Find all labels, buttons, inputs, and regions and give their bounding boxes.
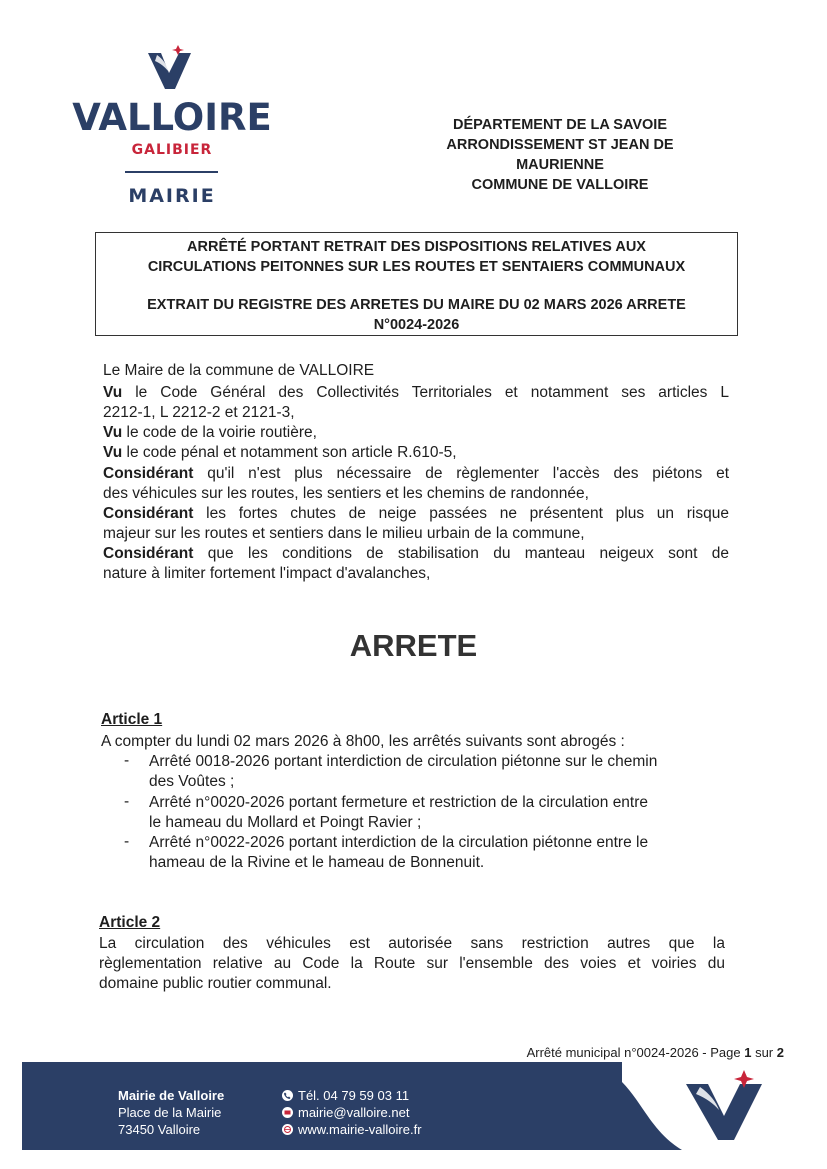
title-line: CIRCULATIONS PEITONNES SUR LES ROUTES ET SENTAIERS COMMUNAUX [147,259,686,275]
footer-phone: Tél. 04 79 59 03 11 [298,1088,410,1103]
page-total: 2 [776,1045,784,1060]
footer-website[interactable]: www.mairie-valloire.fr [298,1122,422,1137]
article1-item-line: des Voûtes ; [149,773,235,790]
phone-icon [282,1090,293,1101]
c3-text-line1: que les conditions de stabilisation du manteau neigeux sont de [207,545,729,562]
department-header [420,115,700,195]
article2-title: Article 2 [99,914,161,931]
registry-number: N°0024-2026 [373,317,460,333]
preamble-considerant2 [103,504,729,524]
dept-line: COMMUNE DE VALLOIRE [471,177,649,193]
c1-text-line2: des véhicules sur les routes, les sentiers et les chemins de randonnée, [103,485,589,502]
article1-item-line: le hameau du Mollard et Poingt Ravier ; [149,814,422,831]
vu-keyword: Vu [103,444,123,461]
preamble-vu2 [103,423,317,443]
considerant-keyword: Considérant [103,505,194,522]
article2-line: domaine public routier communal. [99,975,332,992]
footer-banner [22,1062,805,1150]
page-ref-prefix: Arrêté municipal n°0024-2026 - Page [526,1045,745,1060]
footer-logo-mark [682,1070,772,1144]
article2-line: règlementation relative au Code la Route sur l'ensemble des voies et voiries du [99,955,725,972]
article2-line: La circulation des véhicules est autorisée sans restriction autres que la [99,935,725,952]
title-box [95,232,738,336]
c3-text-line2: nature à limiter fortement l'impact d'avalanches, [103,565,431,582]
vu1-text-line2: 2212-1, L 2212-2 et 2121-3, [103,404,295,421]
c2-text-line1: les fortes chutes de neige passées ne présentent plus un risque [206,505,729,522]
list-bullet: - [124,833,130,850]
dept-line: ARRONDISSEMENT ST JEAN DE [446,137,674,153]
footer-org-name: Mairie de Valloire [118,1088,225,1103]
arrete-heading: ARRETE [349,628,478,663]
vu-keyword: Vu [103,384,123,401]
dept-line: MAURIENNE [516,157,604,173]
preamble-intro: Le Maire de la commune de VALLOIRE [103,362,375,379]
vu2-text: le code de la voirie routière, [126,424,317,441]
page-ref-mid: sur [751,1045,777,1060]
article1-item-line: hameau de la Rivine et le hameau de Bonnenuit. [149,854,485,871]
article1-item-line: Arrêté n°0022-2026 portant interdiction de la circulation piétonne entre le [149,834,649,851]
c2-text-line2: majeur sur les routes et sentiers dans le milieu urbain de la commune, [103,525,585,542]
registry-line: EXTRAIT DU REGISTRE DES ARRETES DU MAIRE DU 02 MARS 2026 ARRETE [147,297,686,313]
page-number: 1 [744,1045,752,1060]
vu3-text: le code pénal et notamment son article R.610-5, [126,444,457,461]
considerant-keyword: Considérant [103,545,194,562]
logo-mairie: MAIRIE [128,185,216,207]
list-bullet: - [124,793,130,810]
vu-keyword: Vu [103,424,123,441]
preamble-vu3 [103,443,457,463]
article1-title: Article 1 [101,711,163,728]
logo-subtitle: GALIBIER [131,142,213,158]
article1-item-line: Arrêté n°0020-2026 portant fermeture et restriction de la circulation entre [149,794,649,811]
preamble-considerant1 [103,464,729,484]
vu1-text-line1: le Code Général des Collectivités Territoriales et notamment ses articles L [135,384,729,401]
c1-text-line1: qu'il n'est plus nécessaire de règlementer l'accès des piétons et [207,465,729,482]
logo-wordmark: VALLOIRE [72,96,272,139]
article1-intro: A compter du lundi 02 mars 2026 à 8h00, les arrêtés suivants sont abrogés : [101,733,625,750]
mail-icon [282,1107,293,1118]
article1-item-line: Arrêté 0018-2026 portant interdiction de circulation piétonne sur le chemin [149,753,658,770]
page-reference [470,1045,784,1060]
logo-divider [125,171,218,173]
footer-address-line1: Place de la Mairie [118,1105,222,1120]
dept-line: DÉPARTEMENT DE LA SAVOIE [452,117,668,133]
title-line: ARRÊTÉ PORTANT RETRAIT DES DISPOSITIONS RELATIVES AUX [187,239,646,255]
web-icon [282,1124,293,1135]
footer-email[interactable]: mairie@valloire.net [298,1105,410,1120]
preamble-vu1 [103,383,729,403]
valloire-logo-mark [145,45,197,93]
list-bullet: - [124,752,130,769]
footer-address-line2: 73450 Valloire [118,1122,201,1137]
considerant-keyword: Considérant [103,465,194,482]
preamble-considerant3 [103,544,729,564]
